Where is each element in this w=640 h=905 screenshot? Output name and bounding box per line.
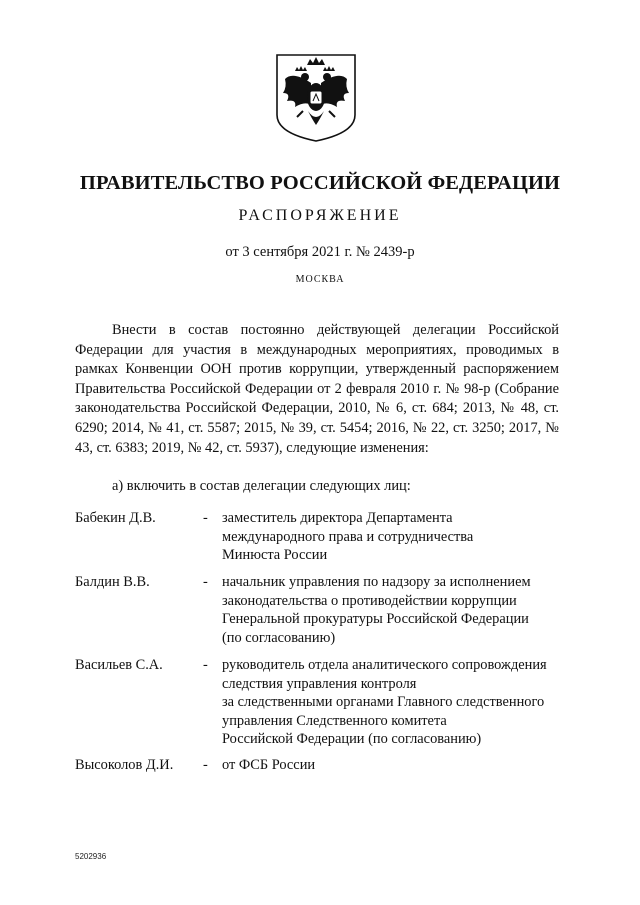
role-line: Российской Федерации (по согласованию) (222, 731, 482, 747)
role-line: следствия управления контроля (222, 675, 417, 692)
document-date-number: от 3 сентября 2021 г. № 2439-р (225, 244, 415, 260)
person-name: Васильев С.А. (75, 657, 163, 673)
person-name: Высоколов Д.И. (75, 757, 174, 773)
role-line: от ФСБ России (222, 757, 316, 773)
role-line: (по согласованию) (222, 629, 336, 646)
role-line: заместитель директора Департамента (222, 510, 453, 526)
russian-coat-of-arms-icon (273, 53, 359, 143)
person-role (222, 573, 567, 647)
document-code: 5202936 (75, 852, 107, 861)
role-line: руководитель отдела аналитического сопровождения (222, 657, 547, 673)
role-line: законодательства о противодействии коррупции (222, 592, 517, 609)
role-line: начальник управления по надзору за исполнением (222, 574, 531, 590)
person-name: Балдин В.В. (75, 574, 150, 590)
dash-separator: - (203, 757, 208, 773)
city-name: МОСКВА (295, 274, 345, 285)
dash-separator: - (203, 574, 208, 590)
role-line: управления Следственного комитета (222, 712, 447, 729)
intro-paragraph: Внести в состав постоянно действующей делегации Российской Федерации для участия в международных мероприятиях, проводимых в рамках Конвенции ООН против коррупции, утвержденный распоряжением Правительства Российской Федерации от 2 февраля 2010 г. № 98-р (Собрание законодательства Российской Федерации, 2010, № 6, ст. 684; 2013, № 48, ст. 6290; 2014, № 41, ст. 5587; 2015, № 39, ст. 5454; 2016, № 22, ст. 3250; 2017, № 43, ст. 6383; 2019, № 42, ст. 5937), следующие изменения: (75, 322, 559, 456)
role-line: за следственными органами Главного следственного (222, 694, 545, 710)
role-line: международного права и сотрудничества (222, 528, 474, 545)
person-role (222, 656, 567, 749)
person-name: Бабекин Д.В. (75, 510, 156, 526)
role-line: Минюста России (222, 547, 328, 563)
government-title: ПРАВИТЕЛЬСТВО РОССИЙСКОЙ ФЕДЕРАЦИИ (79, 172, 561, 194)
person-role (222, 509, 567, 565)
person-role (222, 756, 567, 775)
dash-separator: - (203, 657, 208, 673)
dash-separator: - (203, 510, 208, 526)
document-type: РАСПОРЯЖЕНИЕ (238, 207, 402, 224)
role-line: Генеральной прокуратуры Российской Федерации (222, 611, 529, 627)
subitem-a: а) включить в состав делегации следующих лиц: (112, 478, 411, 494)
